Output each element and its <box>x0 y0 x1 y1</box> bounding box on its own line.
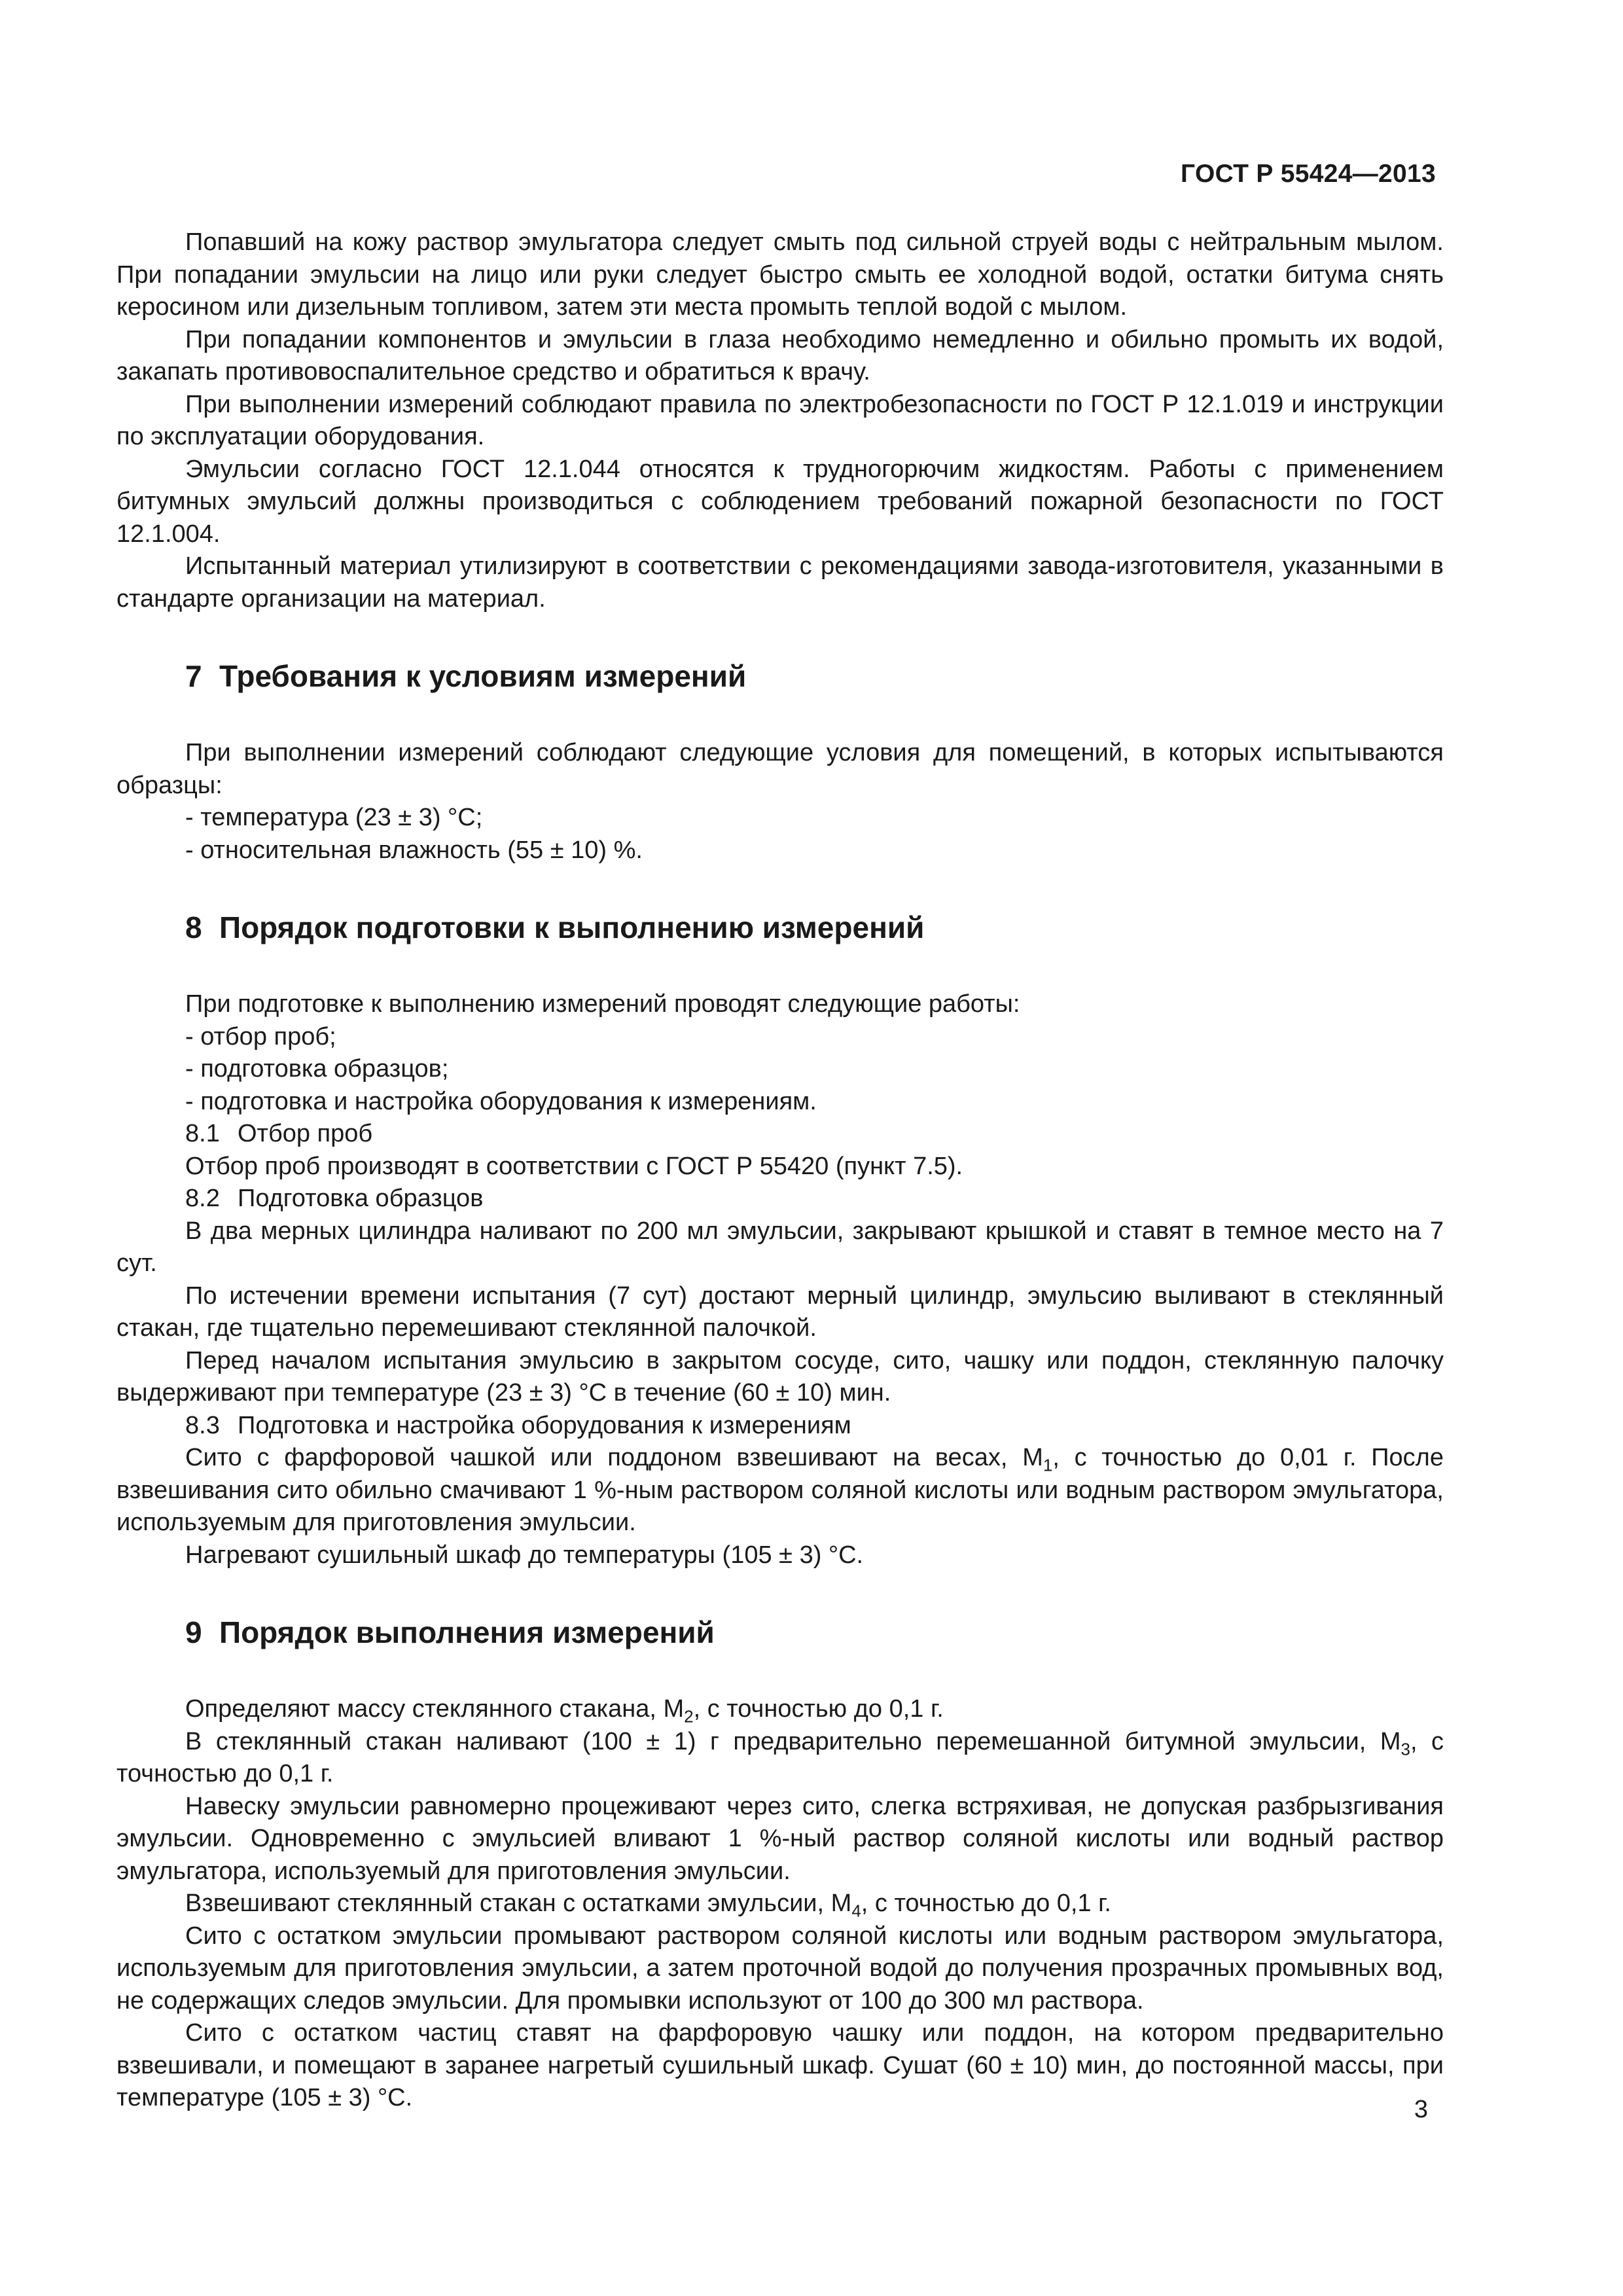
paragraph: При подготовке к выполнению измерений проводят следующие работы: <box>185 990 1020 1018</box>
section-title: Порядок выполнения измерений <box>219 1615 715 1649</box>
paragraph: Отбор проб производят в соответствии с ГОСТ Р 55420 (пункт 7.5). <box>185 1152 963 1180</box>
subsection-heading-8-1 <box>116 1118 1444 1151</box>
paragraph <box>116 1442 1444 1539</box>
section-heading-7 <box>116 657 1444 695</box>
paragraph: Испытанный материал утилизируют в соответствии с рекомендациями завода-изготовителя, указанными в стандарте организации на материал. <box>116 552 1444 613</box>
page-content <box>116 226 1444 2115</box>
text-run: В стеклянный стакан наливают (100 ± 1) г предварительно перемешанной битумной эмульсии, M <box>185 1727 1401 1755</box>
subsection-title: Подготовка и настройка оборудования к измерениям <box>238 1411 851 1439</box>
paragraph: Сито с остатком эмульсии промывают раствором соляной кислоты или водным раствором эмульгатора, используемым для приготовления эмульсии, а затем проточной водой до получения прозрачных промывных вод, не содержащих следов эмульсии. Для промывки используют от 100 до 300 мл раствора. <box>116 1922 1444 2015</box>
text-run: , с точностью до 0,1 г. <box>116 1727 1444 1787</box>
section-title: Требования к условиям измерений <box>219 659 747 693</box>
paragraph: Эмульсии согласно ГОСТ 12.1.044 относятся к трудногорючим жидкостям. Работы с применением битумных эмульсий должны производиться с соблюдением требований пожарной безопасности по ГОСТ 12.1.004. <box>116 455 1444 548</box>
section-number: 8 <box>185 910 202 944</box>
section-number: 7 <box>185 659 202 693</box>
text-run: , с точностью до 0,1 г. <box>693 1695 944 1723</box>
section-number: 9 <box>185 1615 202 1649</box>
text-run: Сито с фарфоровой чашкой или поддоном взвешивают на весах, M <box>185 1444 1043 1471</box>
document-code: ГОСТ Р 55424—2013 <box>1181 160 1436 188</box>
subsection-number: 8.3 <box>185 1411 220 1439</box>
text-run: , с точностью до 0,01 г. После взвешивания сито обильно смачивают 1 %-ным раствором соляной кислоты или водным раствором эмульгатора, используемым для приготовления эмульсии. <box>116 1444 1444 1536</box>
paragraph: При попадании компонентов и эмульсии в глаза необходимо немедленно и обильно промыть их водой, закапать противовоспалительное средство и обратиться к врачу. <box>116 325 1444 386</box>
text-run: Взвешивают стеклянный стакан с остатками эмульсии, M <box>185 1890 852 1917</box>
paragraph: Перед началом испытания эмульсию в закрытом сосуде, сито, чашку или поддон, стеклянную палочку выдерживают при температуре (23 ± 3) °С в течение (60 ± 10) мин. <box>116 1346 1444 1407</box>
list-item: - подготовка образцов; <box>185 1055 449 1083</box>
list-item: - относительная влажность (55 ± 10) %. <box>185 836 643 864</box>
paragraph <box>116 1888 1444 1920</box>
paragraph: В два мерных цилиндра наливают по 200 мл эмульсии, закрывают крышкой и ставят в темное место на 7 сут. <box>116 1217 1444 1277</box>
list-item: - отбор проб; <box>185 1022 336 1050</box>
subsection-heading-8-3 <box>116 1410 1444 1443</box>
subsection-heading-8-2 <box>116 1183 1444 1215</box>
subsection-title: Подготовка образцов <box>238 1185 484 1212</box>
paragraph: Нагревают сушильный шкаф до температуры (105 ± 3) °С. <box>185 1541 864 1569</box>
subsection-number: 8.1 <box>185 1120 220 1147</box>
subscript: 2 <box>684 1706 694 1727</box>
paragraph: При выполнении измерений соблюдают следующие условия для помещений, в которых испытываются образцы: <box>116 739 1444 799</box>
paragraph: При выполнении измерений соблюдают правила по электробезопасности по ГОСТ Р 12.1.019 и инструкции по эксплуатации оборудования. <box>116 390 1444 450</box>
subscript: 3 <box>1400 1739 1410 1759</box>
subsection-title: Отбор проб <box>238 1120 373 1147</box>
subsection-number: 8.2 <box>185 1185 220 1212</box>
paragraph <box>116 1726 1444 1791</box>
paragraph: По истечении времени испытания (7 сут) достают мерный цилиндр, эмульсию выливают в стеклянный стакан, где тщательно перемешивают стеклянной палочкой. <box>116 1282 1444 1342</box>
list-item: - температура (23 ± 3) °С; <box>185 804 483 831</box>
paragraph: Навеску эмульсии равномерно процеживают через сито, слегка встряхивая, не допуская разбрызгивания эмульсии. Одновременно с эмульсией вливают 1 %-ный раствор соляной кислоты или водный раствор эмульгатора, используемый для приготовления эмульсии. <box>116 1792 1444 1885</box>
paragraph <box>116 1693 1444 1726</box>
section-heading-8 <box>116 908 1444 946</box>
text-run: , с точностью до 0,1 г. <box>861 1890 1111 1917</box>
paragraph: Сито с остатком частиц ставят на фарфоровую чашку или поддон, на котором предварительно взвешивали, и помещают в заранее нагретый сушильный шкаф. Сушат (60 ± 10) мин, до постоянной массы, при температуре (105 ± 3) °С. <box>116 2019 1444 2111</box>
paragraph: Попавший на кожу раствор эмульгатора следует смыть под сильной струей воды с нейтральным мылом. При попадании эмульсии на лицо или руки следует быстро смыть ее холодной водой, остатки битума снять керосином или дизельным топливом, затем эти места промыть теплой водой с мылом. <box>116 228 1444 321</box>
section-heading-9 <box>116 1613 1444 1651</box>
text-run: Определяют массу стеклянного стакана, M <box>185 1695 685 1723</box>
list-item: - подготовка и настройка оборудования к измерениям. <box>185 1087 817 1115</box>
subscript: 1 <box>1043 1455 1053 1475</box>
page-number: 3 <box>1414 2096 1428 2123</box>
subscript: 4 <box>851 1901 861 1921</box>
section-title: Порядок подготовки к выполнению измерений <box>219 910 925 944</box>
